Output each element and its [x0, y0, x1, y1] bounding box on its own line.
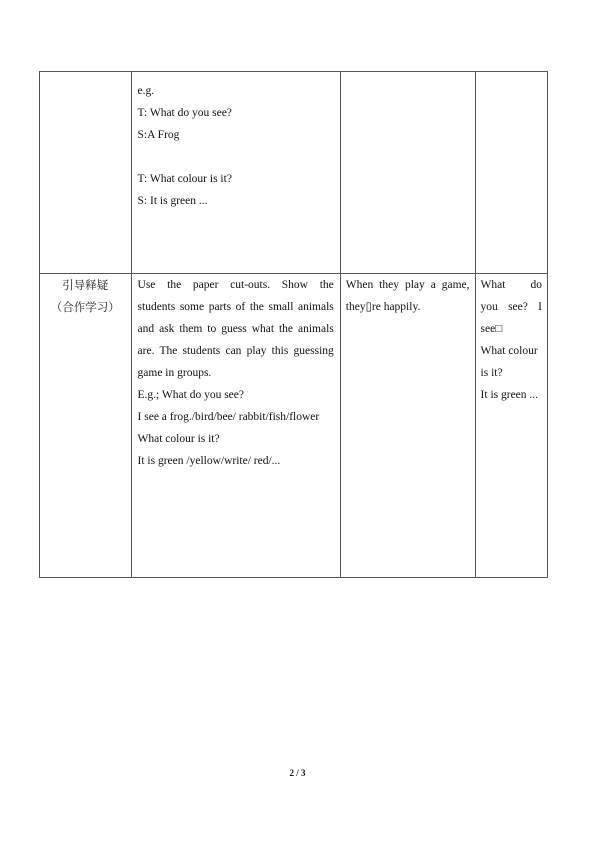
activity-line: T: What do you see?	[137, 107, 232, 119]
language-text-line: see□	[480, 323, 503, 335]
activity-text-line: are. The students can play this guessing	[137, 345, 334, 357]
activity-line: e.g.	[137, 85, 155, 97]
activity-cell-example	[131, 72, 340, 274]
purpose-cell	[340, 274, 475, 578]
activity-text-line: I see a frog./bird/bee/ rabbit/fish/flower	[137, 411, 320, 423]
activity-text-line: It is green /yellow/write/ red/...	[137, 455, 281, 467]
language-text-line: It is green ...	[480, 389, 539, 401]
activity-text-line: students some parts of the small animals	[137, 301, 334, 313]
activity-text-line: Use the paper cut-outs. Show the	[137, 279, 334, 291]
stage-cell	[40, 274, 132, 578]
activity-text-line: and ask them to guess what the animals	[137, 323, 334, 335]
activity-text-line: E.g.; What do you see?	[137, 389, 244, 401]
lesson-plan-table	[39, 71, 548, 578]
table-row	[40, 72, 548, 274]
page-number: 2 / 3	[289, 768, 306, 778]
language-cell-empty	[475, 72, 547, 274]
stage-cell-empty	[40, 72, 132, 274]
table-row	[40, 274, 548, 578]
language-text-line: What colour	[480, 345, 538, 357]
language-text-line: you see? I	[480, 301, 542, 313]
purpose-text-line: they▯re happily.	[345, 301, 421, 313]
activity-line: T: What colour is it?	[137, 173, 232, 185]
activity-line: S: It is green ...	[137, 195, 208, 207]
stage-title: 引导释疑	[62, 278, 109, 292]
purpose-text-line: When they play a game,	[345, 279, 470, 291]
activity-blank-line	[138, 146, 334, 168]
language-text-line: is it?	[480, 367, 503, 379]
activity-line: S:A Frog	[137, 129, 180, 141]
language-cell	[475, 274, 547, 578]
language-text-line: What do	[480, 279, 542, 291]
purpose-cell-empty	[340, 72, 475, 274]
activity-text-line: What colour is it?	[137, 433, 220, 445]
stage-subtitle: （合作学习）	[50, 300, 120, 314]
activity-cell	[131, 274, 340, 578]
activity-text-line: game in groups.	[137, 367, 212, 379]
